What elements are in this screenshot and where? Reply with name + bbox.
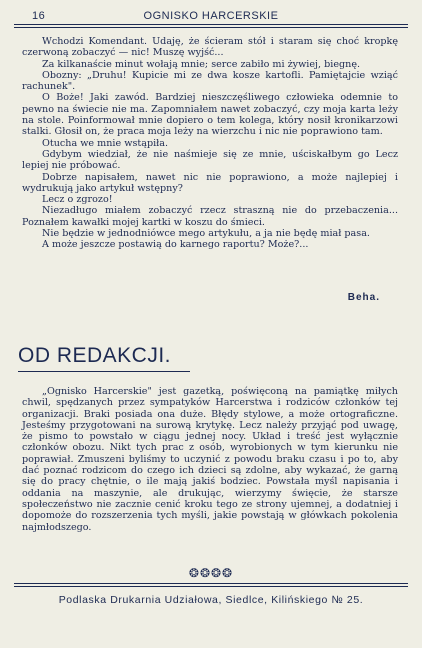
story-paragraph: Lecz o zgrozo! bbox=[42, 194, 113, 206]
section-title: OD REDAKCJI. bbox=[18, 344, 172, 367]
author-signature: Beha. bbox=[347, 292, 380, 303]
running-title: OGNISKO HARCERSKIE bbox=[143, 10, 279, 22]
editorial-paragraph: „Ognisko Harcerskie" jest gazetką, poświęconą na pamiątkę miłych chwil, spędzanych przez sympatyków Harcerstwa i rodziców członków tej organizacji. Braki posiada ona duże. Błędy stylowe, a może ortograficzne. Jesteśmy przygotowani na surową krytykę. Lecz należy przyjąć pod uwagę, że pismo to powstało w ciągu jednej nocy. Układ i treść jest wyłącznie członków obozu. Nikt tych prac z osób, wyrobionych w tym kierunku nie poprawiał. Zmuszeni byliśmy to uczynić z powodu braku czasu i po to, aby dać poznać rodzicom do czego ich dzieci są zdolne, aby wykazać, że garną się do pracy chętnie, o ile mają jakiś bodziec. Powstała myśl napisania i oddania na maszynie, ale drukując, wierzymy święcie, że starsze społeczeństwo nie zacznie cenić kroku tego ze strony ujemnej, a dodatniej i dopomoże do rozszerzenia tych myśli, jakie powstają w główkach pokolenia najmłodszego. bbox=[22, 386, 398, 533]
story-paragraph: Gdybym wiedział, że nie naśmieje się ze mnie, uściskałbym go Lecz lepiej nie próbować. bbox=[22, 148, 398, 172]
footer-rule-double bbox=[14, 586, 408, 587]
page-number: 16 bbox=[32, 10, 46, 22]
story-paragraph: Otucha we mnie wstąpiła. bbox=[42, 137, 169, 149]
section-title-underline bbox=[18, 371, 190, 372]
header-rule-double bbox=[14, 27, 408, 28]
story-text bbox=[22, 36, 398, 251]
footer-rule bbox=[14, 583, 408, 584]
story-paragraph: Dobrze napisałem, nawet nic nie poprawiono, a może najlepiej i wydrukują jako artykuł wstępny? bbox=[22, 171, 398, 194]
story-paragraph: Niezadługo miałem zobaczyć rzecz straszną nie do przebaczenia... Poznałem kawałki mojej kartki w koszu do śmieci. bbox=[22, 205, 398, 228]
page-header bbox=[14, 6, 408, 24]
story-paragraph: A może jeszcze postawią do karnego raportu? Może?... bbox=[42, 239, 309, 251]
story-paragraph: Wchodzi Komendant. Udaję, że ścieram stół i staram się choć kropkę czerwoną zobaczyć — nic! Muszę wyjść... bbox=[22, 36, 398, 59]
header-rule bbox=[14, 24, 408, 25]
editorial-text bbox=[22, 386, 398, 533]
printer-imprint: Podlaska Drukarnia Udziałowa, Siedlce, Kilińskiego № 25. bbox=[58, 594, 364, 606]
story-paragraph: Nie będzie w jednodniówce mego artykułu, a ja nie będę miał pasa. bbox=[42, 228, 370, 240]
story-paragraph: O Boże! Jaki zawód. Bardziej nieszczęśliwego człowieka odemnie to pewno na świecie nie ma. Zapomniałem nawet zobaczyć, czy moja karta leży na stole. Poinformował mnie dopiero o tem kolega, który nosił kronikarzowi stalki. Głosił on, że praca moja leży na wierzchu i nic nie poprawiono tam. bbox=[22, 92, 398, 138]
story-paragraph: Obozny: „Druhu! Kupicie mi ze dwa kosze kartofli. Pamiętajcie wziąć rachunek". bbox=[22, 69, 398, 93]
ornament-divider: ❂❂❂❂ bbox=[188, 566, 234, 580]
story-paragraph: Za kilkanaście minut wołają mnie; serce zabiło mi żywiej, biegnę. bbox=[42, 58, 361, 70]
